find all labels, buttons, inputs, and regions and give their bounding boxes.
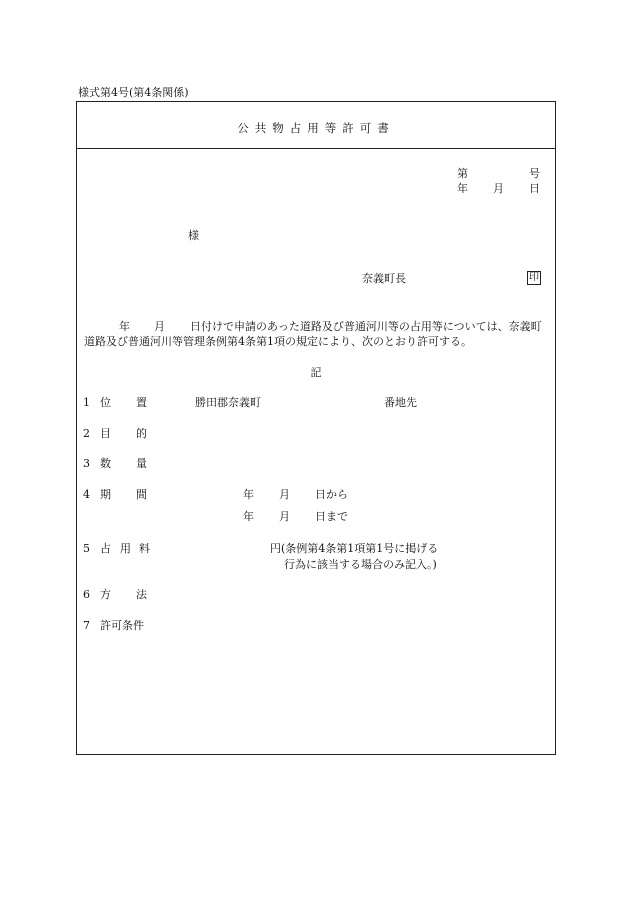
header-go: 号 <box>529 167 540 180</box>
item-1-number: 1 <box>83 396 90 409</box>
item-6-number: 6 <box>83 588 90 601</box>
item-3-number: 3 <box>83 457 90 470</box>
item-1-label-a: 位 <box>100 396 111 409</box>
item-2-label-b: 的 <box>136 427 147 440</box>
item-4-from-year: 年 <box>243 488 254 501</box>
item-5-value-line2: 行為に該当する場合のみ記入。) <box>284 558 437 571</box>
item-4-to-day: 日まで <box>315 510 348 523</box>
header-year: 年 <box>457 182 468 195</box>
permit-form-frame <box>76 101 556 755</box>
item-2-number: 2 <box>83 427 90 440</box>
item-2-label-a: 目 <box>100 427 111 440</box>
item-4-number: 4 <box>83 488 90 501</box>
item-5-label-b: 用 <box>120 542 131 555</box>
item-4-from-month: 月 <box>279 488 290 501</box>
header-month: 月 <box>493 182 504 195</box>
item-4-to-year: 年 <box>243 510 254 523</box>
issuer-name: 奈義町長 <box>362 272 406 285</box>
item-4-from-day: 日から <box>315 488 348 501</box>
item-4-to-month: 月 <box>279 510 290 523</box>
form-number-label: 様式第4号(第4条関係) <box>78 86 189 99</box>
item-7-number: 7 <box>83 619 90 632</box>
item-5-label-c: 料 <box>139 542 150 555</box>
item-4-label-b: 間 <box>136 488 147 501</box>
ki-heading: 記 <box>310 366 322 379</box>
header-dai: 第 <box>457 167 468 180</box>
item-6-label-a: 方 <box>100 588 111 601</box>
document-title: 公共物占用等許可書 <box>237 121 395 135</box>
seal-mark <box>527 271 541 285</box>
addressee-suffix: 様 <box>188 229 199 242</box>
body-month: 月 <box>154 320 165 333</box>
item-3-label-a: 数 <box>100 457 111 470</box>
item-7-label: 許可条件 <box>100 619 144 632</box>
item-6-label-b: 法 <box>136 588 147 601</box>
item-1-value-a: 勝田郡奈義町 <box>195 396 261 409</box>
title-row <box>77 102 555 149</box>
item-3-label-b: 量 <box>136 457 147 470</box>
body-year: 年 <box>119 320 130 333</box>
item-5-number: 5 <box>83 542 90 555</box>
header-day: 日 <box>529 182 540 195</box>
item-1-value-b: 番地先 <box>384 396 417 409</box>
body-paragraph: 日付けで申請のあった道路及び普通河川等の占用等については、奈義町道路及び普通河川等管理条例第4条第1項の規定により、次のとおり許可する。 <box>84 320 542 348</box>
item-1-label-b: 置 <box>136 396 147 409</box>
item-5-value-line1: 円(条例第4条第1項第1号に掲げる <box>270 542 439 555</box>
seal-text: 印 <box>529 272 539 283</box>
item-5-label-a: 占 <box>100 542 111 555</box>
item-4-label-a: 期 <box>100 488 111 501</box>
